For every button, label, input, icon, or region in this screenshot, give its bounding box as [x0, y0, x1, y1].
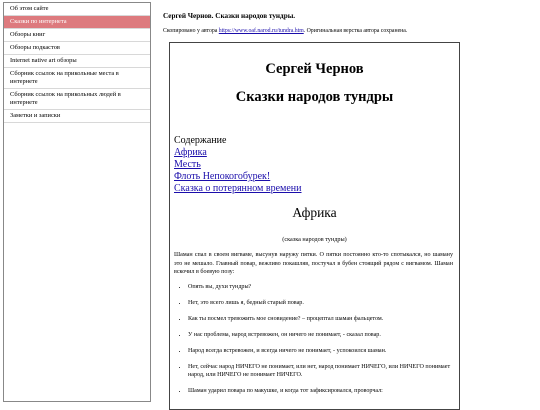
sidebar-item-notes[interactable]: Заметки и записки	[4, 110, 150, 123]
sidebar-item-internet-art[interactable]: Internet native art обзоры	[4, 55, 150, 68]
list-item: • Нет, сейчас народ НИЧЕГО не понимает, или нет, народ понимает НИЧЕГО, или НИЧЕГО понимает народ, или НИЧЕГО не понимает НИЧЕГО.	[188, 363, 453, 380]
toc-link-flot[interactable]: Флоть Непокогобурек!	[174, 171, 271, 182]
page-title: Сергей Чернов. Сказки народов тундры.	[163, 12, 296, 20]
list-item: • Нет, это всего лишь я, бедный старый повар.	[188, 299, 453, 307]
sidebar-item-cool-places[interactable]: Сборник ссылок на прикольные места в интернете	[4, 68, 150, 89]
story-paragraph: Шаман спал в своем вигваме, высунув наружу пятки. О пятки постоянно кто-то спотыкался, но шаману это не мешало. Главный повар, вежливо покашляв, постучал в бубен стоящий рядом с вигвамом. Шаман вскочил в боевую позу:	[174, 252, 453, 276]
source-link[interactable]: https://www.oaf.narod.ru/tundra.htm	[218, 28, 304, 34]
section-title: Африка	[292, 205, 337, 220]
sidebar-item-tales[interactable]: Сказки по интернета	[4, 16, 150, 29]
toc-link-revenge[interactable]: Месть	[174, 159, 201, 170]
source-note	[163, 28, 407, 34]
story-author: Сергей Чернов	[265, 61, 364, 77]
list-item: • Шаман ударил повара по макушке, и когда тот зафиксировался, проворчал:	[188, 387, 453, 395]
sidebar-item-podcast-reviews[interactable]: Обзоры подкастов	[4, 42, 150, 55]
list-item: • Опять вы, духи тундры?	[188, 283, 453, 291]
list-item: • Народ всегда встревожен, и всегда ничего не понимает, - успокоился шаман.	[188, 347, 453, 355]
list-item: • У нас проблема, народ встревожен, он ничего не понимает, - сказал повар.	[188, 331, 453, 339]
sidebar-nav	[3, 2, 151, 402]
source-prefix: Скопировано у автора	[163, 28, 218, 34]
toc-heading: Содержание	[174, 135, 227, 146]
toc-link-lost-time[interactable]: Сказка о потерянном времени	[174, 183, 302, 194]
sidebar-item-book-reviews[interactable]: Обзоры книг	[4, 29, 150, 42]
section-subtitle: (сказка народов тундры)	[282, 236, 347, 243]
table-of-contents	[174, 135, 302, 195]
toc-link-africa[interactable]: Африка	[174, 147, 207, 158]
sidebar-item-about[interactable]: Об этом сайте	[4, 3, 150, 16]
source-suffix: . Оригинальная верстка автора сохранена.	[303, 28, 408, 34]
story-frame	[169, 42, 460, 410]
story-book-title: Сказки народов тундры	[235, 89, 394, 105]
list-item: • Как ты посмел тревожить мое сновидение? – процептал шаман фальцетом.	[188, 315, 453, 323]
dialog-list	[170, 283, 453, 403]
sidebar-item-cool-people[interactable]: Сборник ссылок на прикольных людей в интернете	[4, 89, 150, 110]
main-content	[163, 0, 540, 405]
